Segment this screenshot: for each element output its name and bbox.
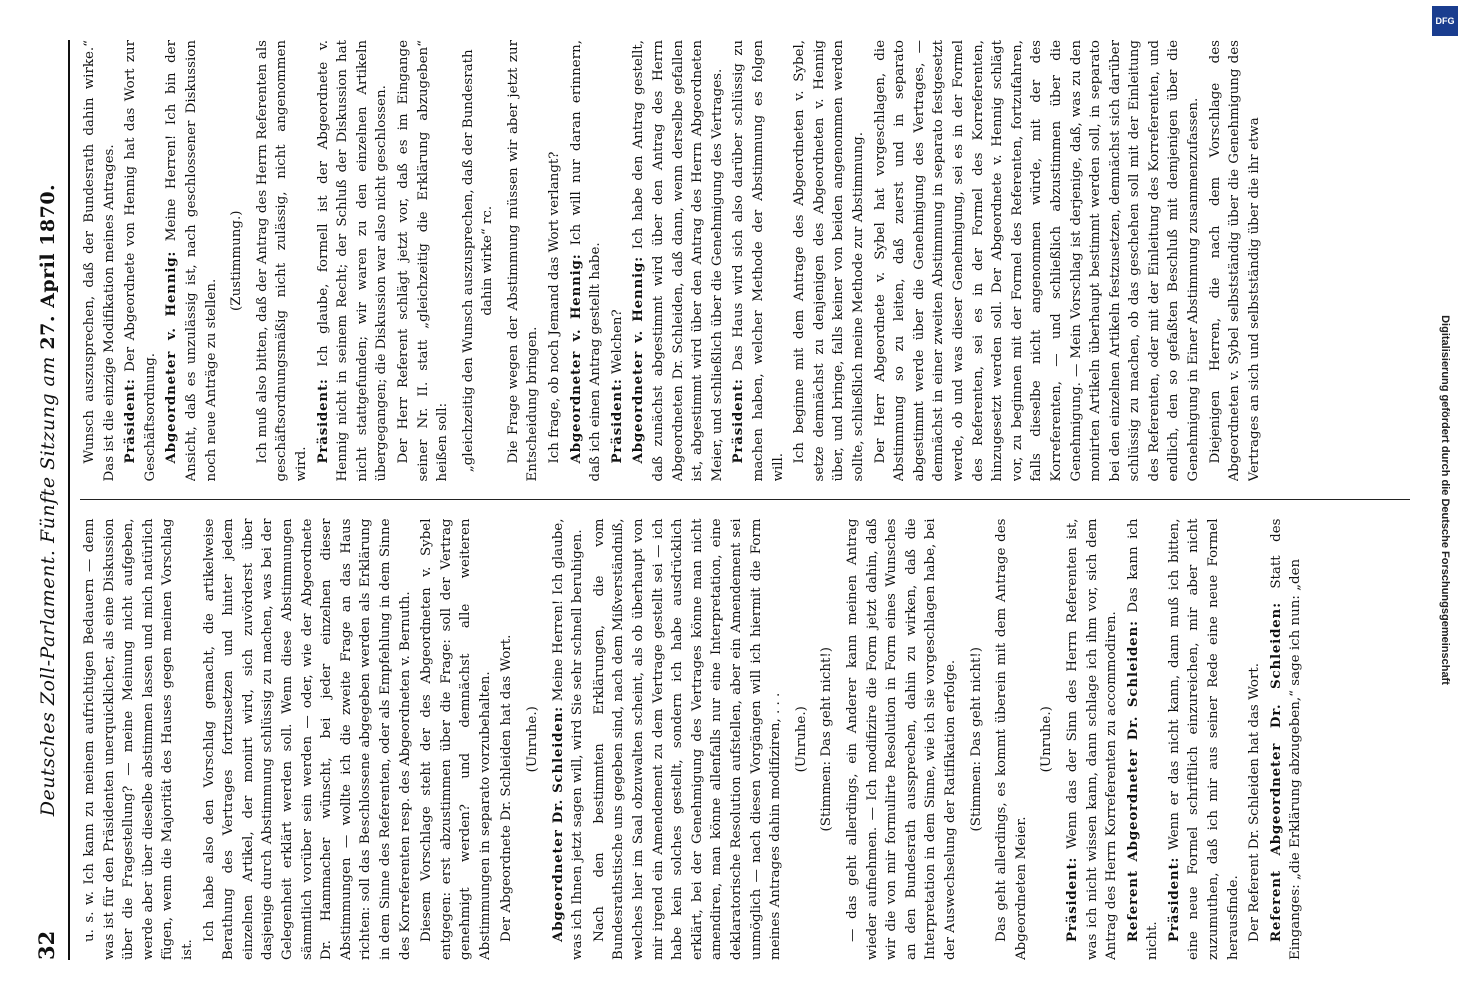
- paragraph: Ich habe also den Vorschlag gemacht, die artikelweise Berathung des Vertrages fortzusetzen und hinter jedem einzelnen Artikel, der monirt wird, sich zuvörderst über dasjenige durch Abstimmung schlüssig zu machen, was bei der Gelegenheit erklärt werden soll. Wenn diese Abstimmungen sämmtlich vorüber sein werden — oder, wie der Abgeordnete Dr. Hammacher wünscht, bei jeder einzelnen dieser Abstimmungen — wollte ich die zweite Frage an das Haus richten: soll das Beschlossene abgegeben werden als Erklärung in dem Sinne des Referenten, oder als Empfehlung in dem Sinne des Korreferenten resp. des Abgeordneten v. Bernuth.: [201, 518, 413, 960]
- paragraph: Ich muß also bitten, daß der Antrag des Herrn Referenten als geschäftsordnungsmäßig nicht zulässig, nicht angenommen wird.: [254, 40, 309, 482]
- page-number: 32: [34, 930, 59, 960]
- column-left: [80, 519, 1410, 961]
- paragraph: Abgeordneter v. Hennig: Ich will nur daran erinnern, daß ich einen Antrag gestellt habe.: [567, 40, 604, 482]
- speaker-label: Referent Abgeordneter Dr. Schleiden:: [1124, 620, 1141, 942]
- paragraph: Der Referent Dr. Schleiden hat das Wort.: [1247, 662, 1263, 942]
- paragraph: Präsident: Wenn das der Sinn des Herrn Referenten ist, was ich nicht wissen kann, dann schlage ich ihm vor, sich dem Antrag des Herrn Korreferenten zu accommodiren.: [1063, 518, 1120, 960]
- digitization-credit: [1434, 10, 1456, 990]
- paragraph: u. s. w. Ich kann zu meinem aufrichtigen Bedauern — denn was ist für den Präsidenten unerquicklicher, als eine Diskussion über die Fragestellung? — meine Meinung nicht aufgeben, werde aber über dieselbe abstimmen lassen und mich natürlich fügen, wenn die Majorität des Hauses gegen meinen Vorschlag ist.: [82, 518, 195, 960]
- dfg-logo: DFG: [1432, 6, 1458, 36]
- paragraph: Präsident: Das Haus wird sich also darüber schlüssig zu machen haben, welcher Methode der Abstimmung es folgen will.: [730, 40, 786, 482]
- speaker-label: Abgeordneter v. Hennig:: [163, 250, 180, 464]
- column-divider: [80, 500, 1410, 501]
- speaker-label: Abgeordneter v. Hennig:: [630, 256, 647, 464]
- paragraph: „gleichzeitig den Wunsch auszusprechen, daß der Bundesrath dahin wirke“ rc.: [460, 49, 496, 473]
- paragraph: Referent Abgeordneter Dr. Schleiden: Statt des Einganges: „die Erklärung abzugeben,“ sage ich nun: „den: [1267, 518, 1304, 960]
- column-right: [80, 40, 1410, 482]
- paragraph: Nach den bestimmten Erklärungen, die vom Bundesrathstische uns gegeben sind, nach dem Mißverständniß, welches hier im Saal obzuwalten scheint, als ob überhaupt von mir irgend ein Amendement zu dem Vertrage gestellt sei — ich habe kein solches gestellt, sondern ich habe ausdrücklich erklärt, bei der Genehmigung des Vertrages könne man nicht amendiren, man könne allenfalls nur eine Interpretation, eine deklaratorische Resolution aufstellen, aber ein Amendement sei unmöglich — nach diesen Vorgängen will ich hiermit die Form meines Antrages dahin modifiziren, . . .: [591, 518, 784, 960]
- paragraph: — das geht allerdings, ein Anderer kann meinen Antrag wieder aufnehmen. — Ich modifizire die Form jetzt dahin, daß wir die von mir formulirte Resolution in Form eines Wunsches an den Bundesrath aussprechen, dahin zu wirken, daß die Interpretation in dem Sinne, wie ich sie vorgeschlagen habe, bei der Auswechselung der Ratifikation erfolge.: [844, 518, 958, 960]
- page-header: [34, 40, 70, 960]
- paragraph: Das geht allerdings, es kommt überein mit dem Antrage des Abgeordneten Meier.: [994, 518, 1029, 960]
- paragraph: (Stimmen: Das geht nicht!): [968, 647, 984, 832]
- paragraph: (Unruhe.): [1039, 706, 1055, 773]
- paragraph: Der Abgeordnete Dr. Schleiden hat das Wort.: [499, 634, 515, 942]
- paragraph: (Unruhe.): [793, 706, 809, 773]
- speaker-label: Präsident:: [122, 378, 139, 464]
- paragraph: Präsident: Wenn er das nicht kann, dann muß ich bitten, eine neue Formel schriftlich einzureichen, mir aber nicht zuzumuthen, daß ich mir aus seiner Rede eine neue Formel herausfinde.: [1165, 518, 1241, 960]
- paragraph: Abgeordneter v. Hennig: Ich habe den Antrag gestellt, daß zunächst abgestimmt wird über den Antrag des Herrn Abgeordneten Dr. Schleiden, daß dann, wenn derselbe gefallen ist, abgestimmt wird über den Antrag des Herrn Abgeordneten Meier, und schließlich über die Genehmigung des Vertrages.: [630, 40, 725, 482]
- paragraph: Ich beginne mit dem Antrage des Abgeordneten v. Sybel, setze demnächst zu denjenigen des Abgeordneten v. Hennig über, und bringe, falls keiner von beiden angenommen werden sollte, schließlich meine Methode zur Abstimmung.: [792, 40, 866, 482]
- paragraph: Diesem Vorschlage steht der des Abgeordneten v. Sybel entgegen: erst abzustimmen über die Frage: soll der Vertrag genehmigt werden? und demnächst alle weiteren Abstimmungen in separato vorzubehalten.: [419, 518, 493, 960]
- paragraph: Präsident: Welchen?: [608, 309, 625, 464]
- speaker-label: Referent Abgeordneter Dr. Schleiden:: [1267, 602, 1284, 942]
- paragraph: Wunsch auszusprechen, daß der Bundesrath dahin wirke.“ Das ist die einzige Modifikation meines Antrages.: [82, 40, 117, 482]
- paragraph: (Unruhe.): [525, 706, 541, 773]
- running-title-text: Deutsches Zoll-Parlament. Fünfte Sitzung am: [37, 356, 59, 817]
- speaker-label: Präsident:: [730, 378, 747, 464]
- paragraph: Diejenigen Herren, die nach dem Vorschlage des Abgeordneten v. Sybel selbstständig über die Genehmigung des Vertrages an sich und selbstständig über die ihr etwa: [1207, 40, 1262, 482]
- paragraph: Der Herr Abgeordnete v. Sybel hat vorgeschlagen, die Abstimmung so zu leiten, daß zuerst und in separato abgestimmt werde über die Genehmigung des Vertrages, — demnächst in einer zweiten Abstimmung in separato festgesetzt werde, ob und was dieser Genehmigung, sei es in der Formel des Referenten, sei es in der Formel des Korreferenten, hinzugesetzt werden soll. Der Abgeordnete v. Hennig schlägt vor, zu beginnen mit der Formel des Referenten, fortzufahren, falls dieselbe nicht angenommen würde, mit der des Korreferenten, — und schließlich abzustimmen über die Genehmigung. — Mein Vorschlag ist derjenige, daß, was zu den monirten Artikeln überhaupt bestimmt werden soll, in separato bei den einzelnen Artikeln festzusetzen, demnächst sich darüber schlüssig zu machen, ob das geschehen soll mit der Einleitung des Referenten, oder mit der Einleitung des Korreferenten, und endlich, den so gefaßten Beschluß mit demjenigen über die Genehmigung in Einer Abstimmung zusammenzufassen.: [872, 40, 1202, 482]
- paragraph: Referent Abgeordneter Dr. Schleiden: Das kann ich nicht.: [1124, 518, 1161, 960]
- speaker-label: Präsident:: [608, 378, 625, 464]
- digitization-credit-text: Digitalisierung gefördert durch die Deutsche Forschungsgemeinschaft: [1439, 315, 1452, 685]
- speaker-label: Präsident:: [1165, 856, 1182, 942]
- paragraph: Die Frage wegen der Abstimmung müssen wir aber jetzt zur Entscheidung bringen.: [505, 40, 541, 482]
- paragraph: Präsident: Ich glaube, formell ist der Abgeordnete v. Hennig nicht in seinem Recht; der Schluß der Diskussion hat nicht stattgefunden; wir waren zu den einzelnen Artikeln übergegangen; die Diskussion war also nicht geschlossen.: [314, 40, 390, 482]
- running-title: [37, 100, 59, 900]
- paragraph: Der Herr Referent schlägt jetzt vor, daß es im Eingange seiner Nr. II. statt „gleichzeitig die Erklärung abzugeben“ heißen soll:: [395, 40, 451, 482]
- paragraph: Abgeordneter Dr. Schleiden: Meine Herren! Ich glaube, was ich Ihnen jetzt sagen will, wird Sie sehr schnell beruhigen.: [549, 518, 586, 960]
- paragraph: Abgeordneter v. Hennig: Meine Herren! Ich bin der Ansicht, daß es unzulässig ist, nach geschlossener Diskussion noch neue Anträge zu stellen.: [163, 40, 219, 482]
- speaker-label: Präsident:: [314, 378, 331, 464]
- paragraph: Ich frage, ob noch Jemand das Wort verlangt?: [547, 151, 563, 464]
- speaker-label: Abgeordneter v. Hennig:: [567, 253, 584, 464]
- paragraph: (Zustimmung.): [229, 210, 245, 311]
- paragraph: (Stimmen: Das geht nicht!): [819, 647, 835, 832]
- speaker-label: Präsident:: [1063, 856, 1080, 942]
- speaker-label: Abgeordneter Dr. Schleiden:: [549, 706, 566, 942]
- session-date: 27. April 1870.: [37, 183, 59, 350]
- paragraph: Präsident: Der Abgeordnete von Hennig hat das Wort zur Geschäftsordnung.: [122, 40, 158, 482]
- text-columns: [80, 40, 1410, 960]
